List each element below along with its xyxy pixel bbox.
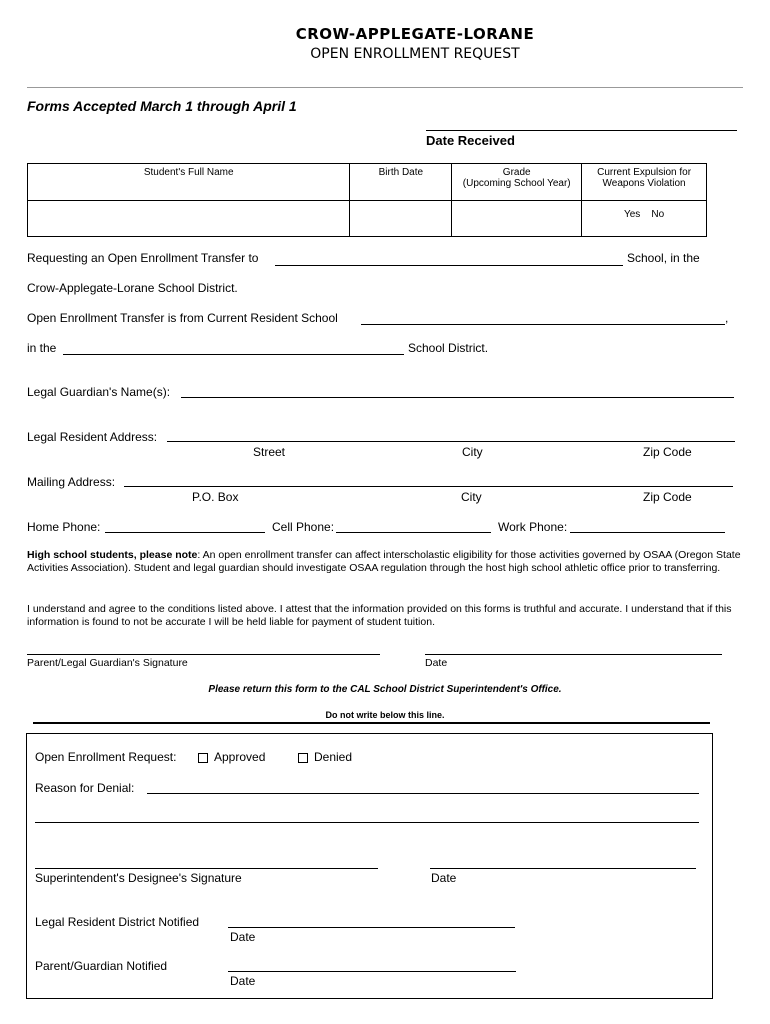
- approved-option[interactable]: [198, 750, 265, 764]
- col-grade: Grade (Upcoming School Year): [452, 164, 582, 201]
- designee-date-label: Date: [431, 871, 457, 885]
- district-notified-label: Legal Resident District Notified: [35, 915, 200, 929]
- mailing-address-line[interactable]: [124, 486, 733, 487]
- home-phone-label: Home Phone:: [27, 520, 101, 534]
- approved-label: Approved: [214, 750, 266, 764]
- guardian-notified-date-label: Date: [230, 974, 256, 988]
- home-phone-line[interactable]: [105, 532, 265, 533]
- header-divider: [27, 87, 743, 88]
- return-note: Please return this form to the CAL School District Superintendent's Office.: [208, 684, 562, 695]
- form-subtitle: OPEN ENROLLMENT REQUEST: [310, 46, 520, 62]
- zip-label: Zip Code: [643, 445, 692, 459]
- district-notified-date-label: Date: [230, 930, 256, 944]
- enrollment-request-label: Open Enrollment Request:: [35, 750, 177, 764]
- mailing-city-label: City: [461, 490, 482, 504]
- mailing-address-label: Mailing Address:: [27, 475, 116, 489]
- parent-signature-label: Parent/Legal Guardian's Signature: [27, 657, 188, 669]
- agreement-text: I understand and agree to the conditions listed above. I attest that the information provided on this forms is truthful and accurate. I understand that if this information is found to not be accurate I will be held liable for payment of student tuition.: [27, 603, 732, 628]
- guardian-notified-line[interactable]: [228, 971, 516, 972]
- resident-address-line[interactable]: [167, 441, 735, 442]
- guardian-names-label: Legal Guardian's Name(s):: [27, 385, 171, 399]
- date-received-label: Date Received: [426, 133, 515, 148]
- mailing-zip-label: Zip Code: [643, 490, 692, 504]
- expulsion-cell[interactable]: [582, 201, 707, 237]
- do-not-write-note: Do not write below this line.: [325, 710, 445, 720]
- expulsion-yes[interactable]: Yes: [623, 209, 641, 220]
- approved-checkbox[interactable]: [198, 753, 208, 763]
- designee-signature-label: Superintendent's Designee's Signature: [35, 871, 242, 885]
- request-line1-suffix: School, in the: [627, 251, 700, 265]
- col-birth-date: Birth Date: [350, 164, 452, 201]
- parent-date-line[interactable]: [425, 654, 722, 655]
- request-line4-suffix: School District.: [408, 341, 489, 355]
- transfer-school-line[interactable]: [275, 265, 623, 266]
- resident-school-line[interactable]: [361, 324, 725, 325]
- request-line1-prefix: Requesting an Open Enrollment Transfer to: [27, 251, 259, 265]
- forms-accepted-note: Forms Accepted March 1 through April 1: [27, 98, 297, 114]
- cell-phone-label: Cell Phone:: [272, 520, 335, 534]
- street-label: Street: [253, 445, 286, 459]
- student-name-cell[interactable]: [28, 201, 350, 237]
- form-title: CROW-APPLEGATE-LORANE: [295, 25, 535, 43]
- guardian-names-line[interactable]: [181, 397, 734, 398]
- work-phone-line[interactable]: [570, 532, 725, 533]
- student-info-table: [27, 163, 707, 237]
- col-student-name: Student's Full Name: [28, 164, 350, 201]
- col-expulsion: Current Expulsion for Weapons Violation: [582, 164, 707, 201]
- denied-label: Denied: [314, 750, 353, 764]
- request-line3-prefix: Open Enrollment Transfer is from Current Resident School: [27, 311, 338, 325]
- denied-option[interactable]: [298, 750, 352, 764]
- birth-date-cell[interactable]: [350, 201, 452, 237]
- parent-signature-line[interactable]: [27, 654, 380, 655]
- po-box-label: P.O. Box: [192, 490, 239, 504]
- resident-district-line[interactable]: [63, 354, 404, 355]
- date-received-line[interactable]: [426, 130, 737, 131]
- district-notified-line[interactable]: [228, 927, 515, 928]
- request-line2: Crow-Applegate-Lorane School District.: [27, 281, 238, 295]
- cell-phone-line[interactable]: [336, 532, 491, 533]
- grade-cell[interactable]: [452, 201, 582, 237]
- designee-signature-line[interactable]: [35, 868, 378, 869]
- expulsion-no[interactable]: No: [651, 209, 665, 220]
- request-line4-prefix: in the: [27, 341, 57, 355]
- cutoff-line: [33, 722, 710, 724]
- designee-date-line[interactable]: [430, 868, 696, 869]
- request-line3-suffix: ,: [725, 311, 729, 325]
- guardian-notified-label: Parent/Guardian Notified: [35, 959, 168, 973]
- reason-denial-line-2[interactable]: [35, 822, 699, 823]
- osaa-note: High school students, please note: An open enrollment transfer can affect interscholastic eligibility for those activities governed by OSAA (Oregon State Activities Association). Student and legal guardian should investigate OSAA regulation through the host high school athletic office prior to transferring.: [27, 549, 741, 574]
- denied-checkbox[interactable]: [298, 753, 308, 763]
- parent-date-label: Date: [425, 657, 448, 669]
- reason-denial-label: Reason for Denial:: [35, 781, 135, 795]
- resident-address-label: Legal Resident Address:: [27, 430, 158, 444]
- city-label: City: [462, 445, 483, 459]
- work-phone-label: Work Phone:: [498, 520, 568, 534]
- reason-denial-line[interactable]: [147, 793, 699, 794]
